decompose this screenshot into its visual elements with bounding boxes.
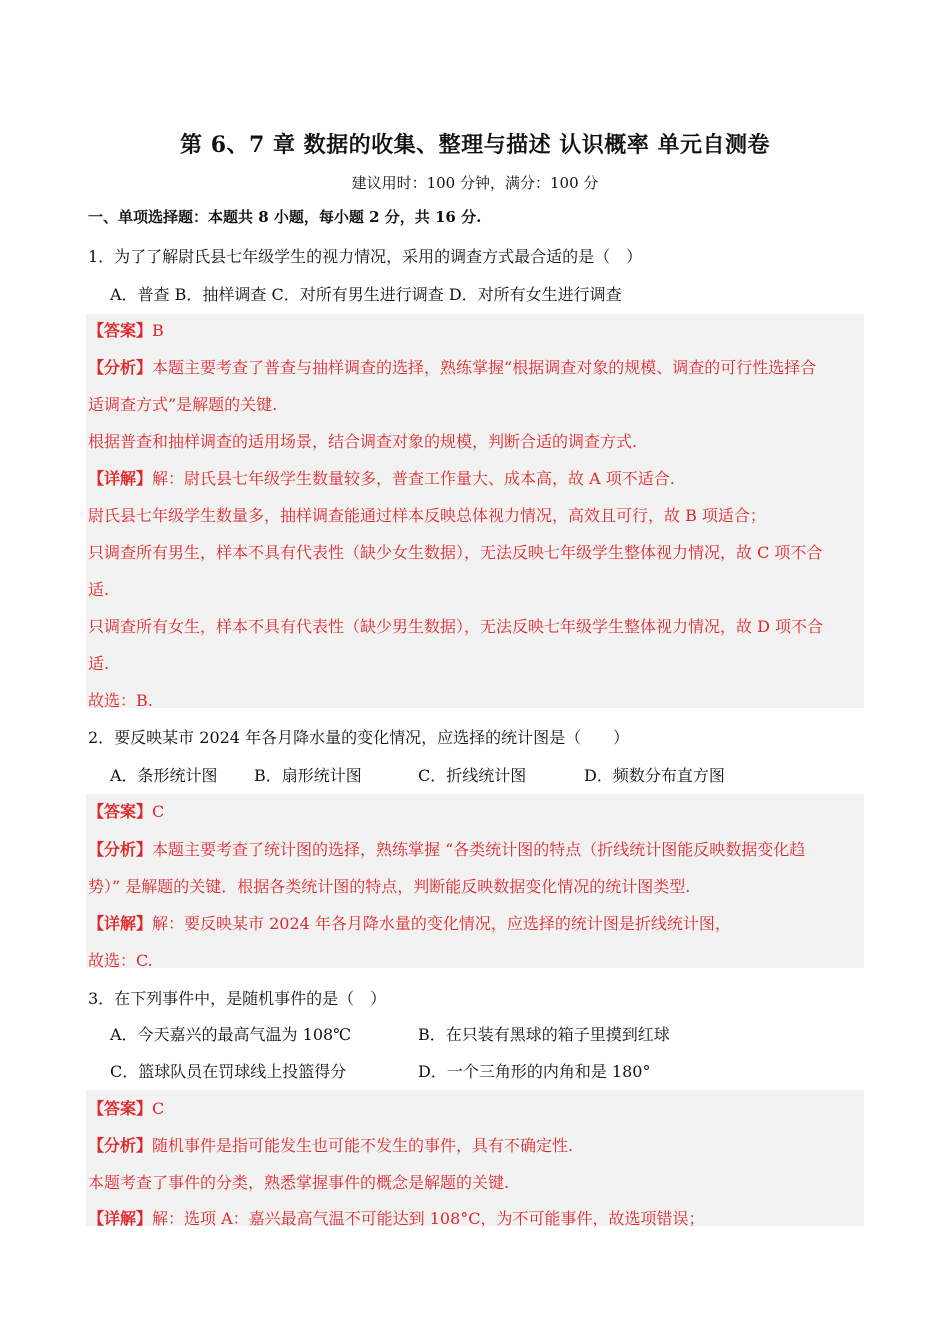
detail-tag: 【详解】 — [88, 914, 153, 933]
analysis-text: 本题主要考查了统计图的选择，熟练掌握 “各类统计图的特点（折线统计图能反映数据变化趋 — [152, 840, 806, 859]
q1-detail-line-4: 适. — [88, 580, 110, 599]
question-3-option-d: D．一个三角形的内角和是 180° — [418, 1062, 651, 1081]
question-2-option-d: D．频数分布直方图 — [584, 766, 725, 785]
analysis-tag: 【分析】 — [88, 1136, 153, 1155]
section-heading: 一、单项选择题：本题共 8 小题，每小题 2 分，共 16 分. — [88, 208, 482, 226]
q1-detail-line-5: 只调查所有女生，样本不具有代表性（缺少男生数据），无法反映七年级学生整体视力情况，故 D 项不合 — [88, 617, 824, 636]
question-2-option-c: C．折线统计图 — [418, 766, 527, 785]
answer-tag: 【答案】 — [88, 1099, 153, 1118]
q3-detail-line-1 — [88, 1206, 860, 1229]
q1-analysis-line-2: 适调查方式”是解题的关键. — [88, 395, 278, 414]
answer-value: C — [152, 1099, 165, 1118]
detail-tag: 【详解】 — [88, 1209, 153, 1228]
page-subtitle: 建议用时：100 分钟，满分：100 分 — [351, 174, 599, 192]
q1-conclusion: 故选：B. — [88, 691, 153, 710]
q3-answer-line — [88, 1096, 860, 1119]
q1-detail-line-6: 适. — [88, 654, 110, 673]
detail-text: 解：选项 A：嘉兴最高气温不可能达到 108°C，为不可能事件，故选项错误； — [152, 1209, 705, 1228]
answer-tag: 【答案】 — [88, 321, 153, 340]
q1-analysis-line-1 — [88, 355, 860, 378]
analysis-text: 随机事件是指可能发生也可能不发生的事件，具有不确定性. — [152, 1136, 574, 1155]
answer-tag: 【答案】 — [88, 802, 153, 821]
q1-detail-line-2: 尉氏县七年级学生数量多，抽样调查能通过样本反映总体视力情况，高效且可行，故 B 项适合； — [88, 506, 766, 525]
question-3-option-a: A．今天嘉兴的最高气温为 108℃ — [110, 1025, 352, 1044]
q2-analysis-line-2: 势）” 是解题的关键．根据各类统计图的特点，判断能反映数据变化情况的统计图类型. — [88, 877, 691, 896]
q2-detail-line-1 — [88, 911, 860, 934]
q1-answer-line — [88, 318, 860, 341]
question-2-option-a: A．条形统计图 — [110, 766, 218, 785]
question-2-option-b: B．扇形统计图 — [254, 766, 362, 785]
analysis-text: 本题主要考查了普查与抽样调查的选择，熟练掌握“根据调查对象的规模、调查的可行性选择合 — [152, 358, 817, 377]
answer-value: B — [152, 321, 164, 340]
page-title: 第 6、7 章 数据的收集、整理与描述 认识概率 单元自测卷 — [180, 132, 770, 158]
question-3-option-c: C．篮球队员在罚球线上投篮得分 — [110, 1062, 347, 1081]
detail-tag: 【详解】 — [88, 469, 153, 488]
detail-text: 解：尉氏县七年级学生数量较多，普查工作量大、成本高，故 A 项不适合. — [152, 469, 675, 488]
answer-value: C — [152, 802, 165, 821]
analysis-tag: 【分析】 — [88, 358, 153, 377]
q2-conclusion: 故选：C. — [88, 951, 153, 970]
q3-analysis-line-1 — [88, 1133, 860, 1156]
question-1-options: A．普查 B．抽样调查 C．对所有男生进行调查 D．对所有女生进行调查 — [110, 285, 622, 304]
q2-analysis-line-1 — [88, 837, 860, 860]
analysis-tag: 【分析】 — [88, 840, 153, 859]
q1-analysis-line-3: 根据普查和抽样调查的适用场景，结合调查对象的规模，判断合适的调查方式. — [88, 432, 638, 451]
detail-text: 解：要反映某市 2024 年各月降水量的变化情况，应选择的统计图是折线统计图， — [152, 914, 731, 933]
q1-detail-line-3: 只调查所有男生，样本不具有代表性（缺少女生数据），无法反映七年级学生整体视力情况，故 C 项不合 — [88, 543, 823, 562]
question-1-stem: 1．为了了解尉氏县七年级学生的视力情况，采用的调查方式最合适的是（ ） — [88, 247, 643, 266]
q1-detail-line-1 — [88, 466, 860, 489]
question-3-stem: 3．在下列事件中，是随机事件的是（ ） — [88, 989, 387, 1008]
question-2-stem: 2．要反映某市 2024 年各月降水量的变化情况，应选择的统计图是（ ） — [88, 728, 630, 747]
question-3-option-b: B．在只装有黑球的箱子里摸到红球 — [418, 1025, 670, 1044]
q3-analysis-line-2: 本题考查了事件的分类，熟悉掌握事件的概念是解题的关键. — [88, 1173, 510, 1192]
q2-answer-line — [88, 799, 860, 822]
